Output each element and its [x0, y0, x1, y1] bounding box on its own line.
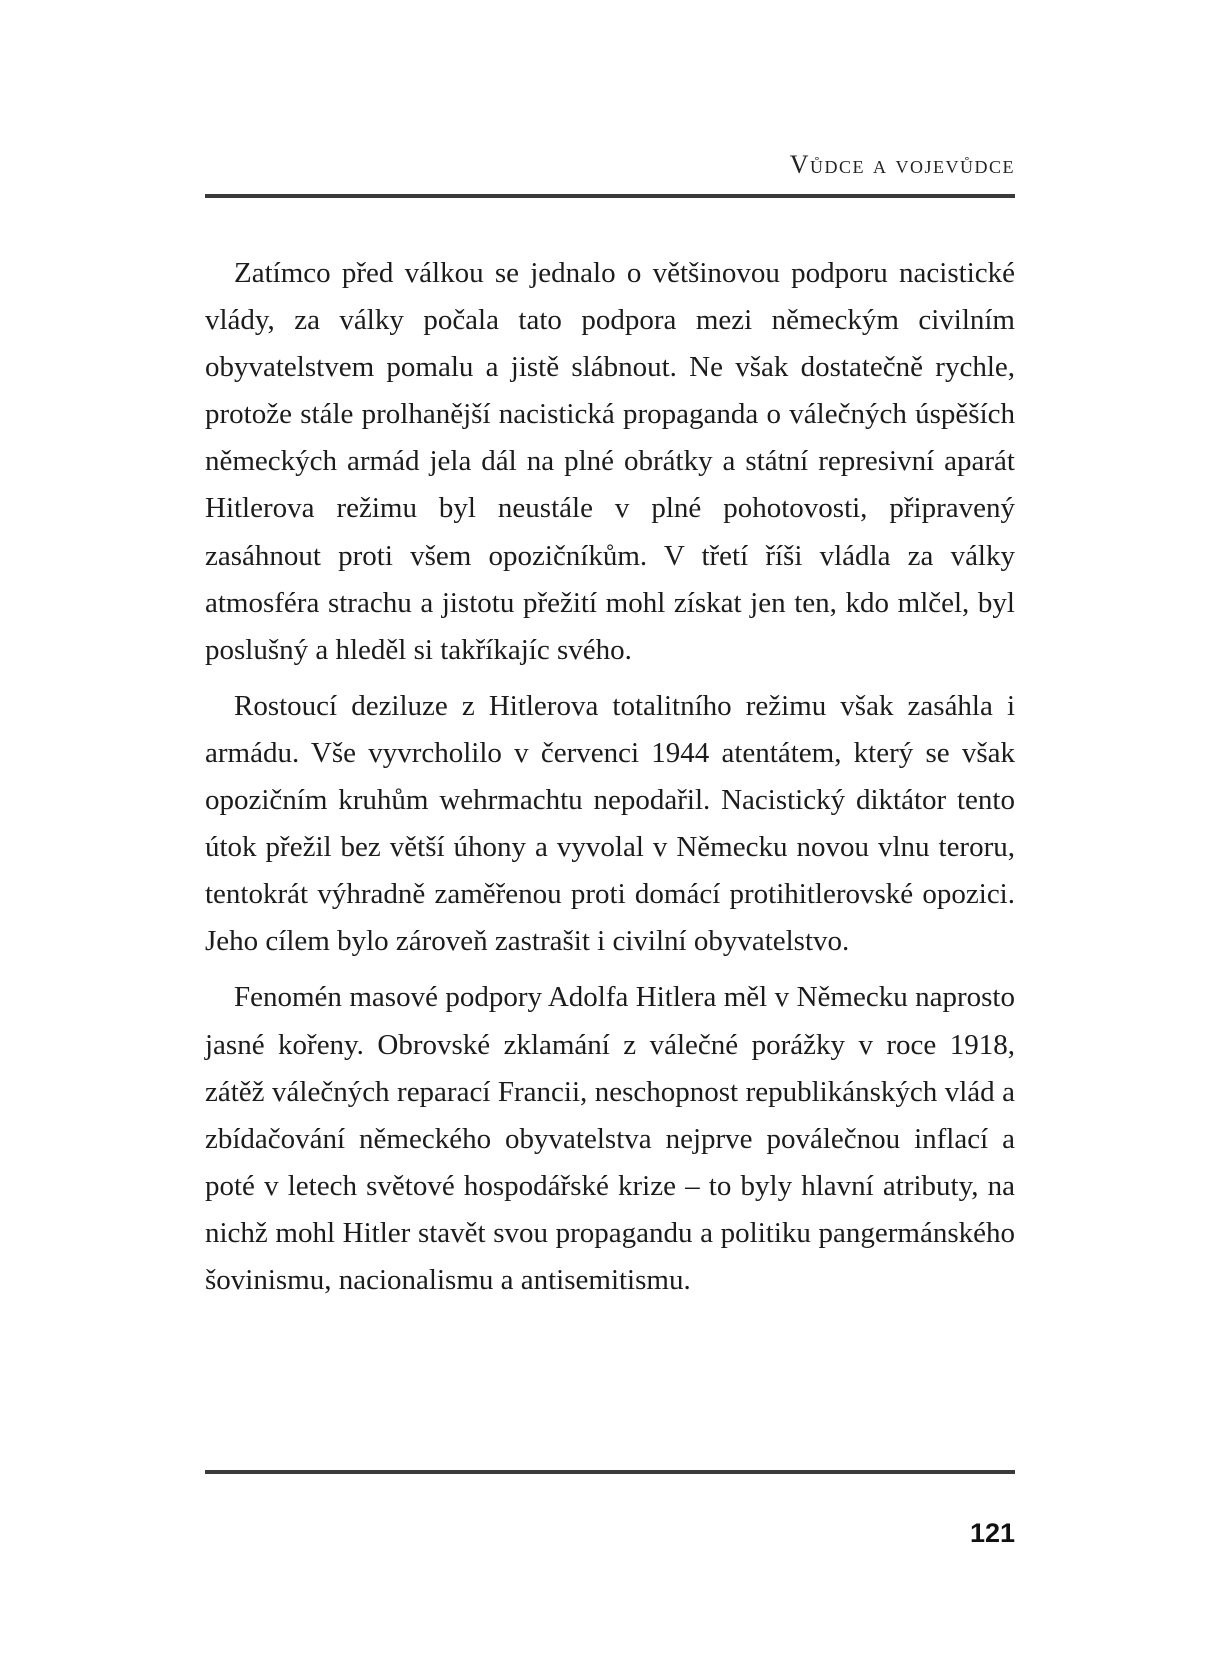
page-number: 121: [969, 1518, 1015, 1548]
paragraph: Fenomén masové podpory Adolfa Hitlera měl v Německu naprosto jasné kořeny. Obrovské zklamání z válečné porážky v roce 1918, zátěž válečných reparací Francii, neschopnost republikánských vlád a zbídačování německého obyvatelstva nejprve poválečnou inflací a poté v letech světové hospodářské krize – to byly hlavní atributy, na nichž mohl Hitler stavět svou propagandu a politiku pangermánského šovinismu, nacionalismu a antisemitismu.: [205, 981, 1015, 1296]
running-header: Vůdce a vojevůdce: [789, 150, 1015, 179]
body-text: [205, 250, 1015, 1313]
paragraph: Zatímco před válkou se jednalo o většinovou podporu nacistické vlády, za války počala tato podpora mezi německým civilním obyvatelstvem pomalu a jistě slábnout. Ne však dostatečně rychle, protože stále prolhanější nacistická propaganda o válečných úspěších německých armád jela dál na plné obrátky a státní represivní aparát Hitlerova režimu byl neustále v plné pohotovosti, připravený zasáhnout proti všem opozičníkům. V třetí říši vládla za války atmosféra strachu a jistotu přežití mohl získat jen ten, kdo mlčel, byl poslušný a hleděl si takříkajíc svého.: [205, 257, 1015, 666]
footer-rule: [205, 1470, 1015, 1474]
paragraph: Rostoucí deziluze z Hitlerova totalitního režimu však zasáhla i armádu. Vše vyvrcholilo v červenci 1944 atentátem, který se však opozičním kruhům wehrmachtu nepodařil. Nacistický diktátor tento útok přežil bez větší úhony a vyvolal v Německu novou vlnu teroru, tentokrát výhradně zaměřenou proti domácí protihitlerovské opozici. Jeho cílem bylo zároveň zastrašit i civilní obyvatelstvo.: [205, 689, 1015, 958]
header-rule: [205, 194, 1015, 198]
